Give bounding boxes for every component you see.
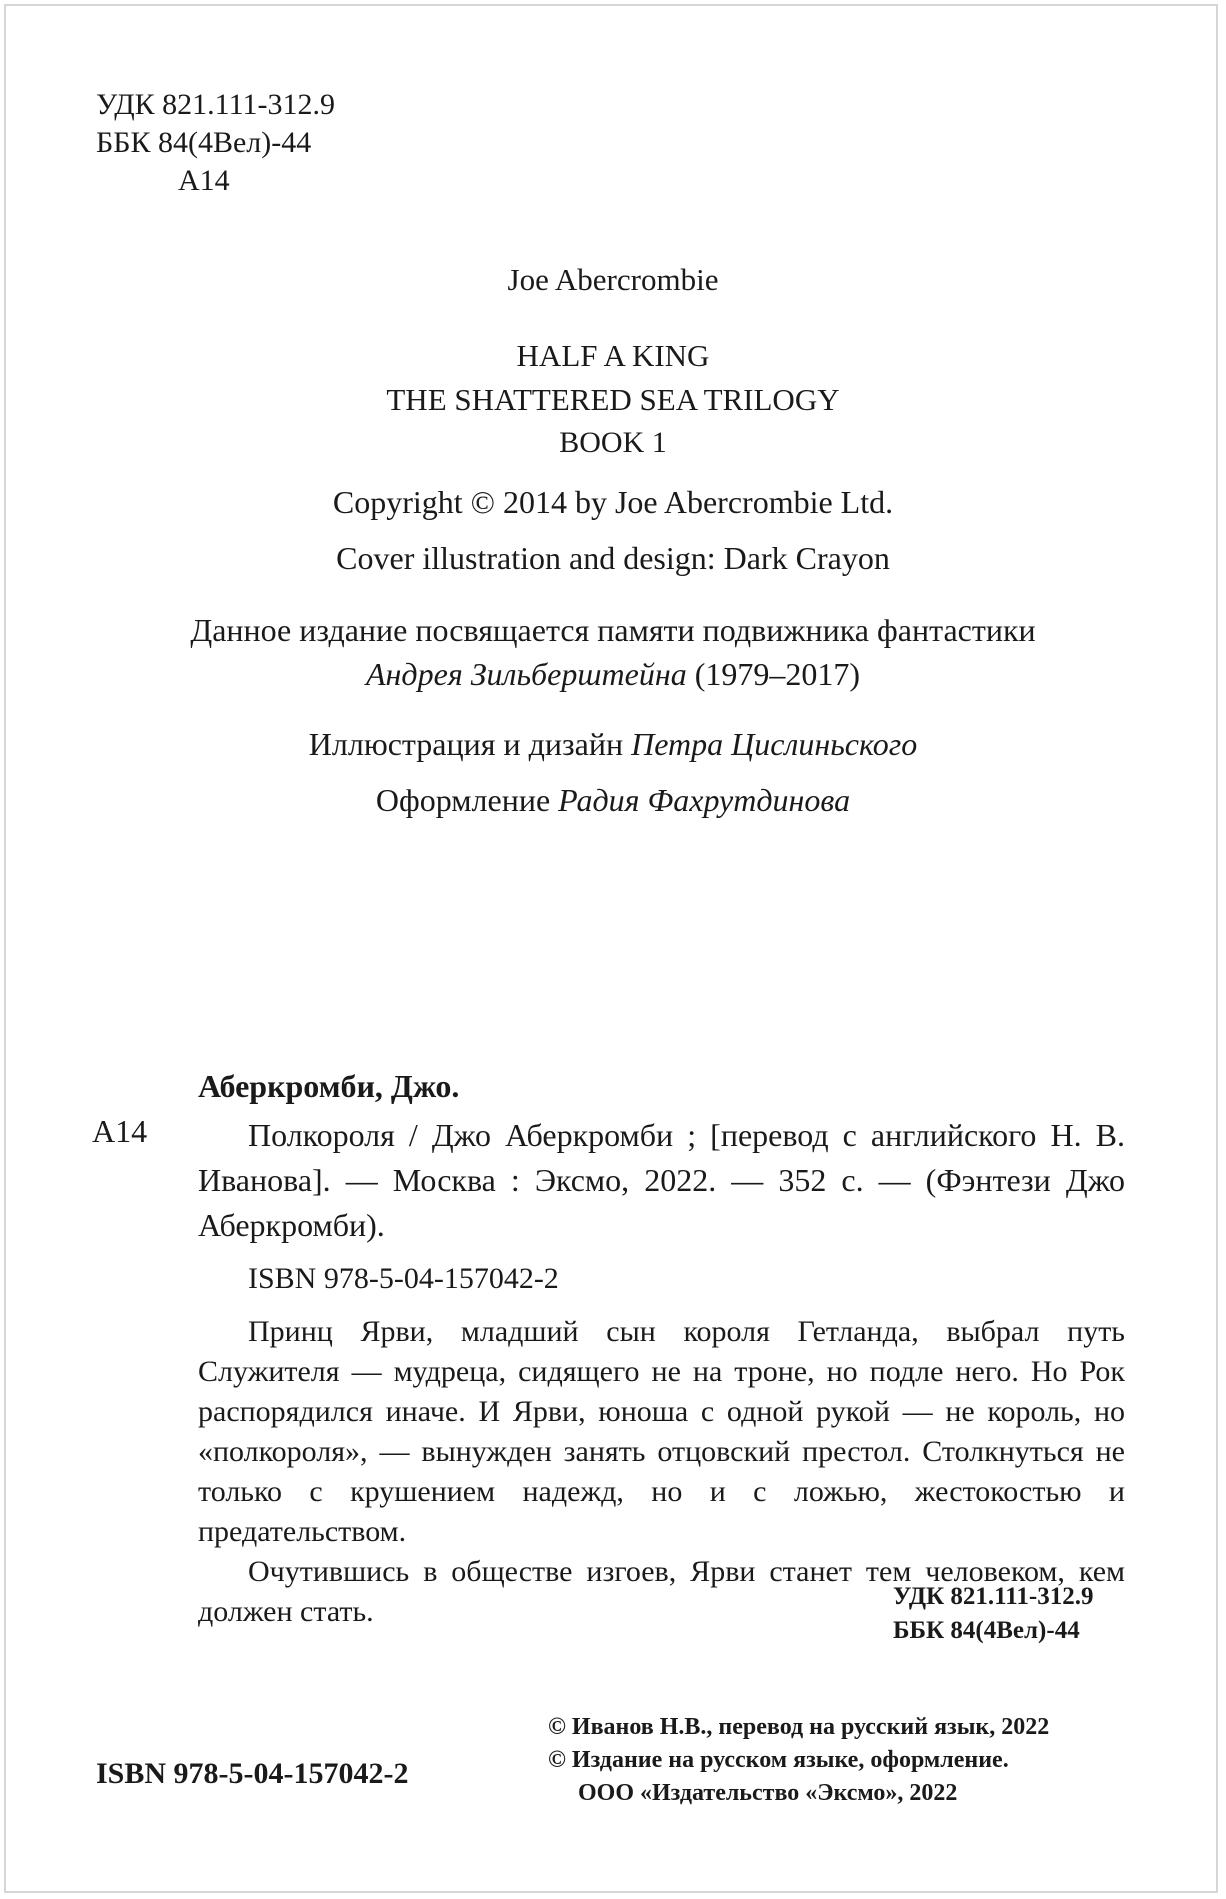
publisher-copyright: ООО «Издательство «Эксмо», 2022 — [578, 1780, 958, 1806]
dedication-years: (1979–2017) — [686, 656, 860, 692]
design-credit — [0, 782, 1226, 819]
author-mark: А14 — [178, 164, 230, 197]
edition-copyright: © Издание на русском языке, оформление. — [548, 1747, 1009, 1773]
illustration-credit — [0, 726, 1226, 763]
illustration-label: Иллюстрация и дизайн — [308, 726, 632, 762]
illustration-artist: Петра Цислиньского — [631, 726, 918, 762]
original-title: HALF A KING — [516, 338, 710, 373]
bottom-codes — [893, 1580, 1093, 1648]
footer-isbn: ISBN 978-5-04-157042-2 — [96, 1757, 409, 1790]
annotation-isbn: ISBN 978-5-04-157042-2 — [248, 1262, 559, 1295]
dedication-name-line — [0, 656, 1226, 693]
bbk-code: ББК 84(4Вел)-44 — [96, 126, 312, 159]
annotation-text: Полкороля / Джо Аберкромби ; [перевод с английского Н. В. Иванова]. — Москва : Эксмо, 2022. — 352 с. — (Фэнтези Джо Аберкромби). — [198, 1117, 1125, 1243]
bottom-bbk-code: ББК 84(4Вел)-44 — [893, 1617, 1080, 1644]
cover-credit: Cover illustration and design: Dark Crayon — [336, 540, 890, 576]
original-series: THE SHATTERED SEA TRILOGY — [386, 382, 840, 417]
dedication-name: Андрея Зильберштейна — [366, 656, 687, 692]
design-artist: Радия Фахрутдинова — [558, 782, 851, 818]
annotation-heading: Аберкромби, Джо. — [198, 1068, 460, 1104]
design-label: Оформление — [375, 782, 559, 818]
dedication-line: Данное издание посвящается памяти подвижника фантастики — [190, 612, 1036, 648]
original-book-number: BOOK 1 — [559, 426, 667, 459]
annotation-author-mark: А14 — [92, 1113, 148, 1149]
annotation-body — [198, 1113, 1125, 1248]
copyright-block — [548, 1711, 1049, 1810]
bottom-udk-code: УДК 821.111-312.9 — [893, 1583, 1094, 1610]
description-paragraph-1: Принц Ярви, младший сын короля Гетланда, выбрал путь Служителя — мудреца, сидящего не на троне, но подле него. Но Рок распорядился иначе. И Ярви, юноша с одной рукой — не король, но «полкороля», — вынужден занять отцовский престол. Столкнуться не только с крушением надежд, но и с ложью, жестокостью и предательством. — [198, 1315, 1125, 1548]
description-paragraph-2: Очутившись в обществе изгоев, Ярви станет тем человеком, кем должен стать. — [198, 1555, 1125, 1628]
translation-copyright: © Иванов Н.В., перевод на русский язык, 2022 — [548, 1714, 1050, 1740]
original-copyright: Copyright © 2014 by Joe Abercrombie Ltd. — [332, 484, 894, 520]
original-author: Joe Abercrombie — [507, 262, 719, 297]
udk-code: УДК 821.111-312.9 — [96, 88, 335, 121]
